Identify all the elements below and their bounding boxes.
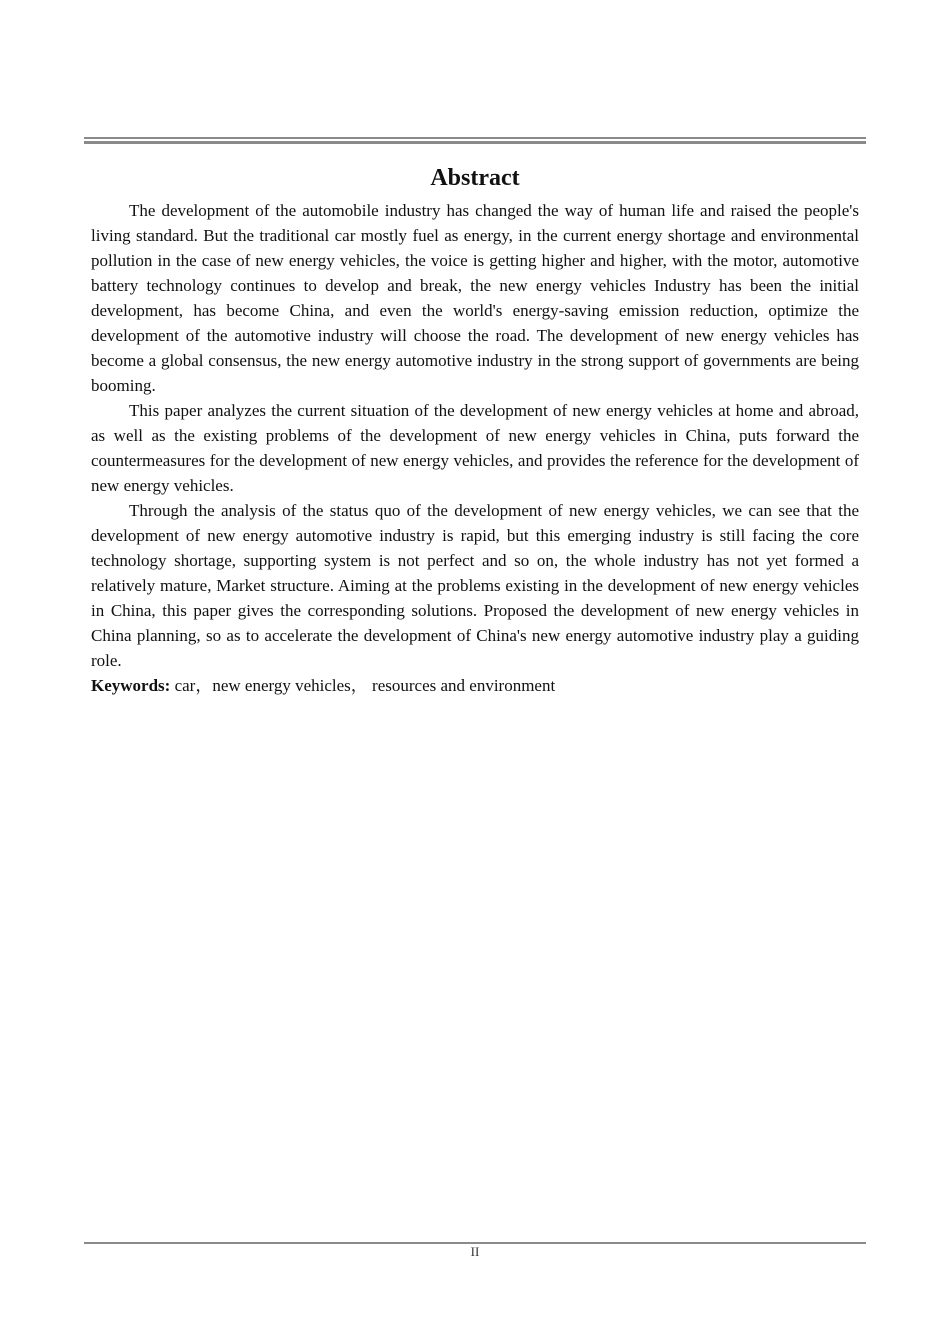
page-number: II [470, 1244, 480, 1259]
abstract-paragraph-3: Through the analysis of the status quo of the development of new energy vehicles, we can see that the development of new energy automotive industry is rapid, but this emerging industry is still facing the core technology shortage, supporting system is not perfect and so on, the whole industry has not yet formed a relatively mature, Market structure. Aiming at the problems existing in the development of new energy vehicles in China, this paper gives the corresponding solutions. Proposed the development of new energy vehicles in China planning, so as to accelerate the development of China's new energy automotive industry play a guiding role. [91, 501, 859, 670]
keywords-line [91, 673, 859, 698]
keywords-label: Keywords: [91, 676, 171, 695]
keywords-text: car，new energy vehicles， resources and environment [170, 676, 556, 695]
abstract-title: Abstract [430, 165, 520, 191]
abstract-section [91, 160, 859, 698]
abstract-paragraph-2: This paper analyzes the current situation of the development of new energy vehicles at home and abroad, as well as the existing problems of the development of new energy vehicles in China, puts forward the countermeasures for the development of new energy vehicles, and provides the reference for the development of new energy vehicles. [91, 401, 859, 495]
abstract-paragraph-1: The development of the automobile industry has changed the way of human life and raised the people's living standard. But the traditional car mostly fuel as energy, in the current energy shortage and environmental pollution in the case of new energy vehicles, the voice is getting higher and higher, with the motor, automotive battery technology continues to develop and break, the new energy vehicles Industry has been the initial development, has become China, and even the world's energy-saving emission reduction, optimize the development of the automotive industry will choose the road. The development of new energy vehicles has become a global consensus, the new energy automotive industry in the strong support of governments are being booming. [91, 201, 859, 395]
header-rule [84, 137, 866, 144]
